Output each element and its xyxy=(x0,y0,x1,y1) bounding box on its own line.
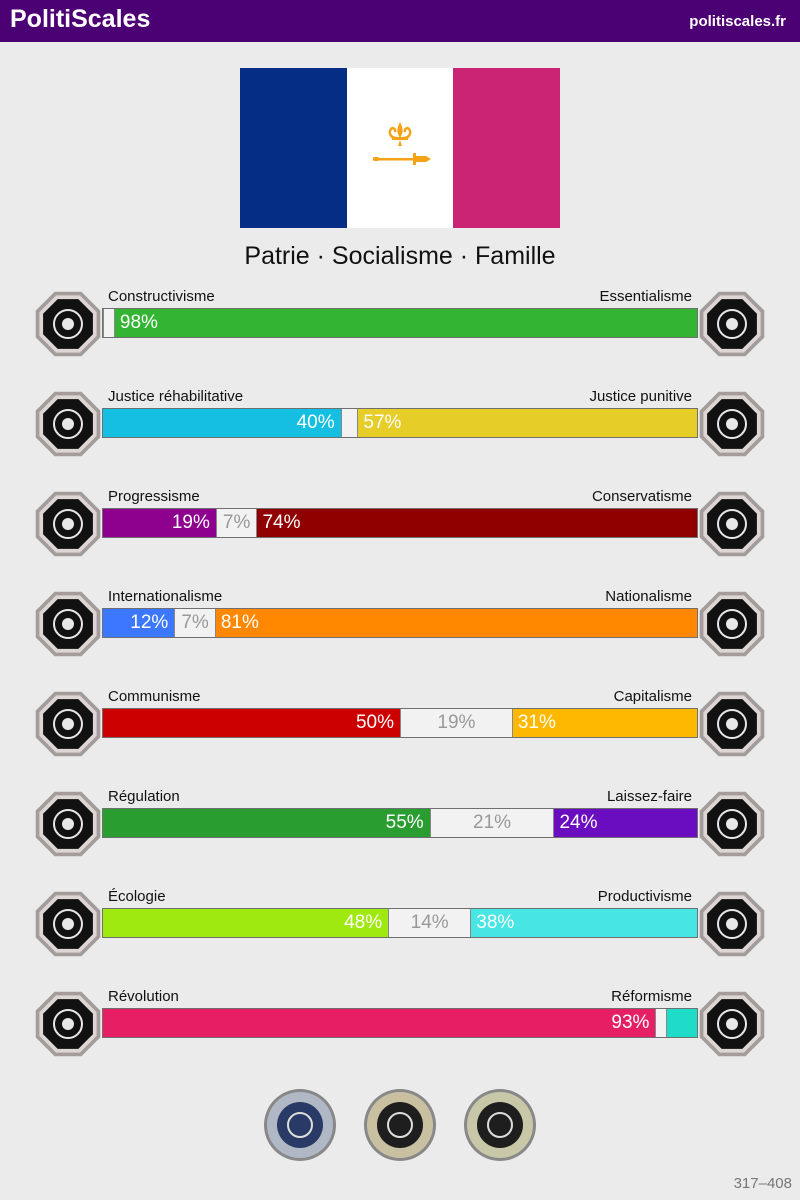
handshake-icon xyxy=(32,388,104,460)
axis-icon-left xyxy=(32,488,104,560)
money-bag-icon xyxy=(696,688,768,760)
gear-icon xyxy=(696,888,768,960)
axis-neutral-percent: 7% xyxy=(181,612,209,633)
badge xyxy=(263,1088,337,1162)
axis-row xyxy=(0,888,800,978)
axis-right-percent: 81% xyxy=(220,612,259,633)
axis-neutral-segment xyxy=(655,1009,667,1037)
axis-row xyxy=(0,288,800,378)
flower-icon xyxy=(696,288,768,360)
axis-icon-left xyxy=(32,288,104,360)
axis-right-label: Réformisme xyxy=(611,988,692,1005)
badge xyxy=(363,1088,437,1162)
axis-right-segment xyxy=(257,509,697,537)
axis-right-label: Capitalisme xyxy=(613,688,692,705)
axis-left-percent: 12% xyxy=(130,612,169,633)
axis-icon-left xyxy=(32,688,104,760)
axis-icon-left xyxy=(32,388,104,460)
axis-row xyxy=(0,688,800,778)
eye-icon xyxy=(32,288,104,360)
axis-icon-right xyxy=(696,288,768,360)
ruler-compass-icon xyxy=(32,788,104,860)
axis-neutral-percent: 21% xyxy=(473,812,512,833)
axis-bar xyxy=(102,808,698,838)
badge xyxy=(463,1088,537,1162)
axis-neutral-segment xyxy=(341,409,359,437)
axis-icon-right xyxy=(696,688,768,760)
axis-icon-right xyxy=(696,888,768,960)
axis-icon-right xyxy=(696,388,768,460)
axis-bar xyxy=(102,408,698,438)
brand-title: PolitiScales xyxy=(10,5,151,33)
axis-left-segment xyxy=(103,1009,655,1037)
flag-stripe-middle xyxy=(347,68,453,228)
axis-icon-right xyxy=(696,488,768,560)
axis-bar xyxy=(102,708,698,738)
sprout-icon xyxy=(32,888,104,960)
flag-stripe-left xyxy=(240,68,347,228)
axis-right-label: Laissez-faire xyxy=(606,788,692,805)
axis-right-percent: 24% xyxy=(559,812,598,833)
flag-stripe-right xyxy=(453,68,560,228)
axis-icon-left xyxy=(32,988,104,1060)
axis-bar xyxy=(102,908,698,938)
axis-left-label: Régulation xyxy=(108,788,180,805)
shoal-badge-icon xyxy=(263,1088,337,1162)
axis-left-percent: 55% xyxy=(385,812,424,833)
footer-code: 317–408 xyxy=(733,1175,792,1192)
axis-left-percent: 40% xyxy=(296,412,335,433)
axis-left-label: Écologie xyxy=(108,888,166,905)
axis-bar xyxy=(102,1008,698,1038)
axis-neutral-percent: 14% xyxy=(410,912,449,933)
axis-row xyxy=(0,388,800,478)
fountain-pen-icon xyxy=(696,488,768,560)
prison-bars-icon xyxy=(696,388,768,460)
axis-left-label: Internationalisme xyxy=(108,588,223,605)
axis-row xyxy=(0,488,800,578)
axis-row xyxy=(0,788,800,878)
axis-right-segment xyxy=(216,609,697,637)
fist-icon xyxy=(32,988,104,1060)
axis-icon-right xyxy=(696,988,768,1060)
axis-right-percent: 74% xyxy=(262,512,301,533)
axis-icon-right xyxy=(696,788,768,860)
result-flag xyxy=(240,68,560,228)
axis-right-segment xyxy=(358,409,697,437)
axis-left-percent: 19% xyxy=(171,512,210,533)
axis-left-label: Communisme xyxy=(108,688,201,705)
crown-badge-icon xyxy=(463,1088,537,1162)
axis-right-label: Essentialisme xyxy=(599,288,692,305)
waving-flag-icon xyxy=(696,588,768,660)
hammer-sickle-icon xyxy=(32,688,104,760)
site-link[interactable]: politiscales.fr xyxy=(689,13,786,30)
axis-left-percent: 48% xyxy=(344,912,383,933)
axis-icon-left xyxy=(32,588,104,660)
temple-icon xyxy=(696,988,768,1060)
axis-row xyxy=(0,588,800,678)
globe-laurel-icon xyxy=(32,588,104,660)
axis-bar xyxy=(102,508,698,538)
axis-left-percent: 50% xyxy=(355,712,394,733)
axis-right-label: Conservatisme xyxy=(591,488,692,505)
axis-bar xyxy=(102,608,698,638)
axis-icon-left xyxy=(32,788,104,860)
axis-row xyxy=(0,988,800,1078)
header-bar xyxy=(0,0,800,42)
axis-right-segment xyxy=(115,309,697,337)
axis-left-percent: 93% xyxy=(611,1012,650,1033)
comet-icon xyxy=(32,488,104,560)
axis-icon-left xyxy=(32,888,104,960)
axis-neutral-segment xyxy=(103,309,115,337)
axis-left-label: Justice réhabilitative xyxy=(108,388,244,405)
slogan: Patrie · Socialisme · Famille xyxy=(244,242,556,270)
fleur-de-lis-sword-icon xyxy=(347,68,453,228)
axis-right-label: Productivisme xyxy=(597,888,692,905)
axis-right-percent: 31% xyxy=(517,712,556,733)
axis-left-label: Progressisme xyxy=(108,488,200,505)
axis-icon-right xyxy=(696,588,768,660)
axis-bar xyxy=(102,308,698,338)
axis-right-segment xyxy=(667,1009,697,1037)
axis-neutral-percent: 19% xyxy=(437,712,476,733)
axis-right-percent: 38% xyxy=(476,912,515,933)
axis-right-label: Nationalisme xyxy=(605,588,692,605)
butterflies-icon xyxy=(696,788,768,860)
axis-right-percent: 57% xyxy=(363,412,402,433)
axis-right-percent: 98% xyxy=(119,312,158,333)
axis-left-segment xyxy=(103,809,430,837)
mandala-badge-icon xyxy=(363,1088,437,1162)
axis-left-label: Révolution xyxy=(108,988,179,1005)
axis-left-label: Constructivisme xyxy=(108,288,215,305)
axis-neutral-percent: 7% xyxy=(222,512,251,533)
axis-right-label: Justice punitive xyxy=(589,388,692,405)
